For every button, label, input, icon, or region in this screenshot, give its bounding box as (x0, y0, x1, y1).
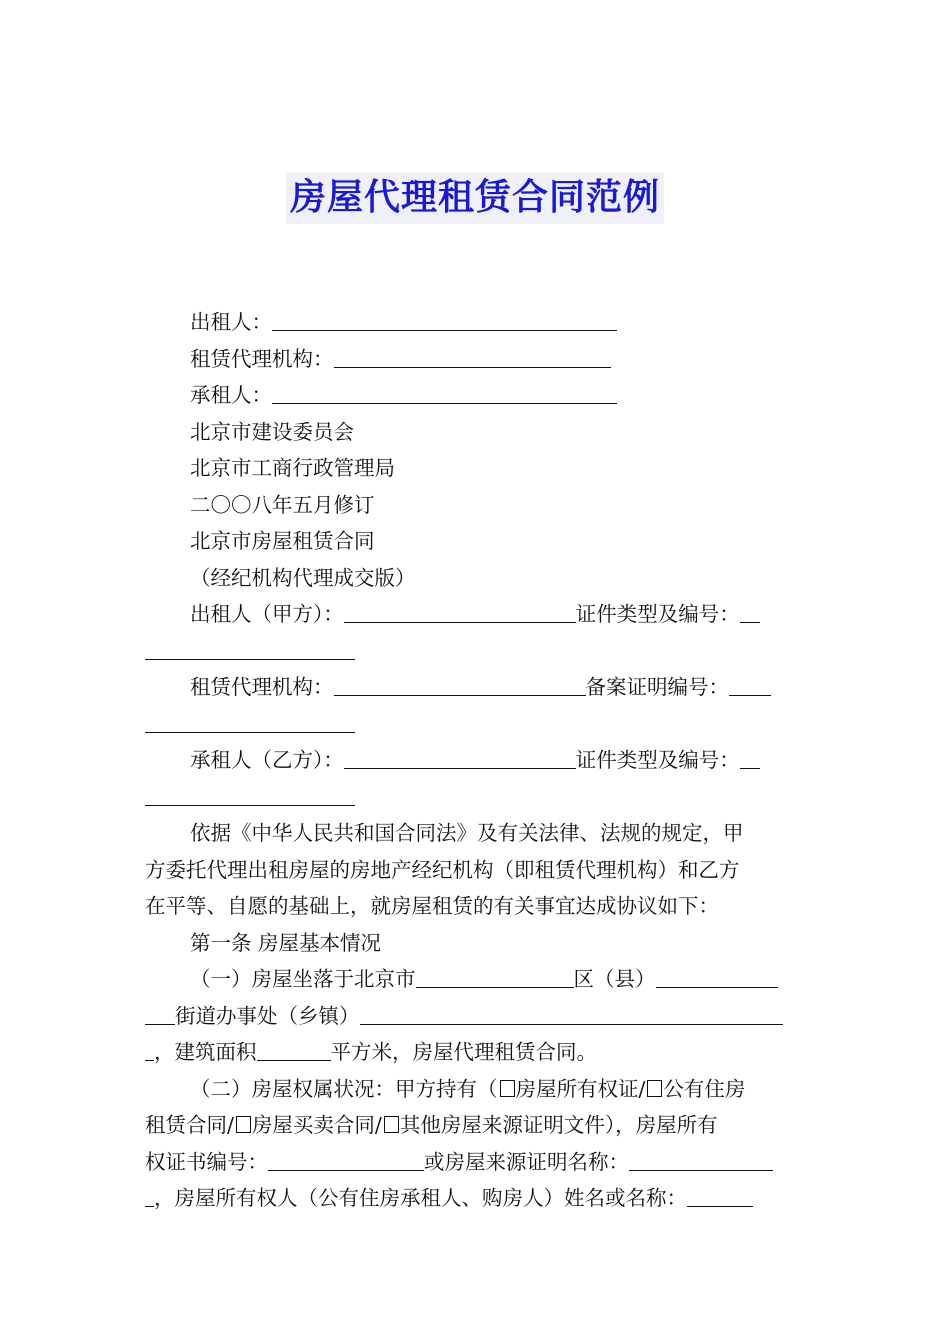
district-blank (416, 965, 574, 988)
article-1-item-2-line-3 (145, 1144, 807, 1181)
lessee-blank (272, 381, 617, 404)
title-container (0, 172, 950, 224)
ownership-certificate-label: 房屋所有权证/ (515, 1076, 646, 1101)
contract-name-line: 北京市房屋租赁合同 (190, 529, 375, 553)
edition-line: （经纪机构代理成交版） (190, 565, 416, 590)
party-b-line (145, 742, 807, 779)
party-b-id-label: 证件类型及编号： (575, 748, 740, 772)
area-label: ，建筑面积 (154, 1040, 257, 1064)
party-b-continuation (145, 779, 807, 816)
source-document-blank-cont (145, 1184, 154, 1207)
preamble-line-3: 在平等、自愿的基础上，就房屋租赁的有关事宜达成协议如下： (145, 894, 719, 918)
document-title: 房屋代理租赁合同范例 (286, 172, 664, 224)
agency-reg-blank (729, 673, 771, 696)
certificate-number-label: 权证书编号： (145, 1149, 268, 1174)
article-1-item-2-line-2 (145, 1107, 807, 1144)
lessor-blank (272, 308, 617, 331)
township-blank-cont (145, 1038, 154, 1061)
agency-party-blank (334, 673, 586, 696)
lessor-label: 出租人： (190, 310, 272, 334)
ownership-label: （二）房屋权属状况：甲方持有（ (190, 1076, 498, 1101)
street-blank-cont (145, 1002, 175, 1025)
lease-contract-label: 租赁合同/ (145, 1113, 234, 1137)
party-b-blank (344, 746, 576, 769)
agency-continuation (145, 706, 807, 743)
street-blank (656, 965, 778, 988)
party-a-blank (344, 600, 576, 623)
owner-name-blank (687, 1184, 753, 1207)
agency-label: 租赁代理机构： (190, 346, 334, 371)
agency-party-label: 租赁代理机构： (190, 675, 334, 699)
article-1-item-2-line-1 (145, 1071, 807, 1108)
purchase-contract-label: 房屋买卖合同/ (251, 1113, 382, 1137)
party-a-label: 出租人（甲方）： (190, 602, 344, 626)
party-a-id-blank (740, 600, 760, 623)
other-documents-label: 其他房屋来源证明文件），房屋所有 (399, 1113, 718, 1137)
party-b-id-blank (740, 746, 760, 769)
article-1-item-1-line-1 (145, 961, 807, 998)
lessee-label: 承租人： (190, 383, 272, 407)
party-a-continuation (145, 633, 807, 670)
agency-reg-label: 备案证明编号： (585, 675, 729, 699)
lessee-line (145, 377, 807, 414)
agency-blank (334, 345, 611, 368)
street-office-label: 街道办事处（乡镇） (175, 1003, 360, 1028)
agency-line (145, 341, 807, 378)
party-b-label: 承租人（乙方）： (190, 748, 344, 772)
article-1-item-1-line-2 (145, 998, 807, 1035)
article-1-item-2-line-4 (145, 1180, 807, 1217)
checkbox-other-documents[interactable] (384, 1116, 399, 1133)
agency-reg-blank-cont (145, 710, 355, 733)
checkbox-ownership-certificate[interactable] (500, 1080, 515, 1097)
district-label: 区（县） (573, 967, 656, 991)
document-body (145, 304, 807, 1217)
checkbox-purchase-contract[interactable] (236, 1116, 251, 1133)
revision-line: 二〇〇八年五月修订 (190, 492, 375, 517)
certificate-number-blank (268, 1148, 424, 1171)
article-1-heading: 第一条 房屋基本情况 (190, 930, 382, 955)
preamble-line-1: 依据《中华人民共和国合同法》及有关法律、法规的规定，甲 (190, 821, 744, 845)
public-housing-label: 公有住房 (663, 1076, 746, 1101)
party-a-line (145, 596, 807, 633)
lessor-line (145, 304, 807, 341)
owner-name-label: ，房屋所有权人（公有住房承租人、购房人）姓名或名称： (154, 1186, 687, 1210)
party-b-id-blank-cont (145, 783, 355, 806)
issuer-line-1: 北京市建设委员会 (190, 419, 354, 444)
source-document-blank (629, 1148, 773, 1171)
issuer-line-2: 北京市工商行政管理局 (190, 456, 395, 480)
agency-party-line (145, 669, 807, 706)
preamble-line-2: 方委托代理出租房屋的房地产经纪机构（即租赁代理机构）和乙方 (145, 857, 740, 882)
party-a-id-blank-cont (145, 637, 355, 660)
party-a-id-label: 证件类型及编号： (575, 602, 740, 626)
township-blank (360, 1002, 783, 1025)
source-document-label: 或房屋来源证明名称： (424, 1149, 629, 1174)
location-city-label: （一）房屋坐落于北京市 (190, 967, 416, 991)
area-blank (257, 1038, 331, 1061)
checkbox-public-housing[interactable] (647, 1080, 662, 1097)
article-1-item-1-line-3 (145, 1034, 807, 1071)
area-unit-label: 平方米，房屋代理租赁合同。 (330, 1040, 597, 1064)
